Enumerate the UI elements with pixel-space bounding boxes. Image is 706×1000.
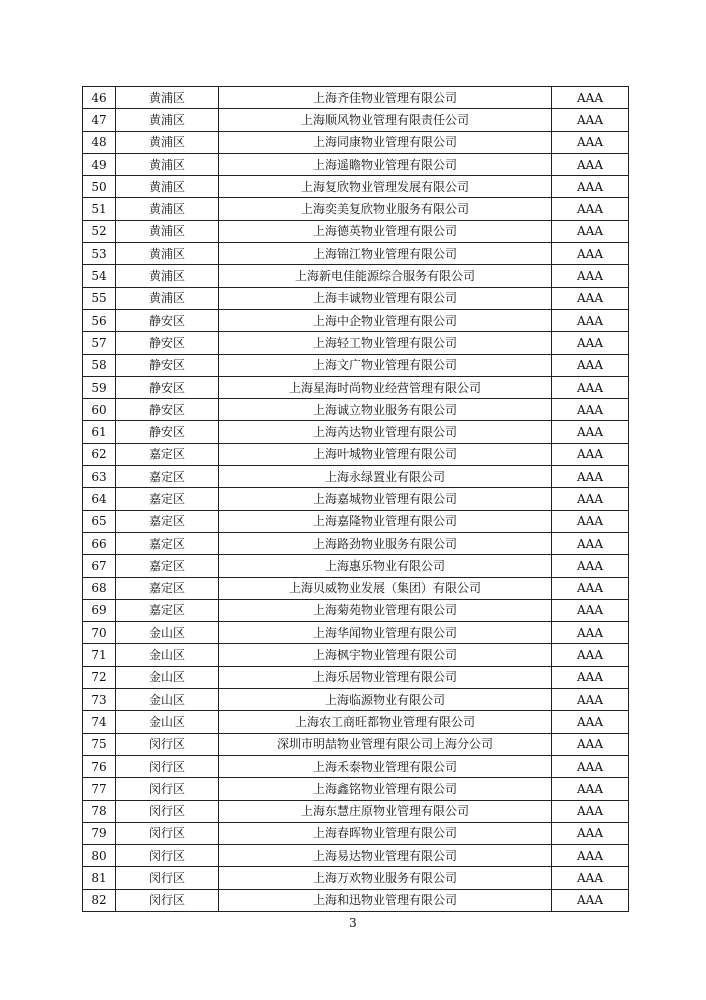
rating-cell: AAA bbox=[552, 711, 629, 733]
rating-cell: AAA bbox=[552, 198, 629, 220]
table-row bbox=[83, 644, 629, 666]
row-number: 77 bbox=[83, 778, 116, 800]
table-row bbox=[83, 443, 629, 465]
district-cell: 嘉定区 bbox=[116, 488, 219, 510]
district-cell: 金山区 bbox=[116, 711, 219, 733]
rating-cell: AAA bbox=[552, 733, 629, 755]
row-number: 62 bbox=[83, 443, 116, 465]
company-name-cell: 深圳市明喆物业管理有限公司上海分公司 bbox=[219, 733, 552, 755]
row-number: 46 bbox=[83, 87, 116, 109]
table-row bbox=[83, 800, 629, 822]
rating-cell: AAA bbox=[552, 644, 629, 666]
company-name-cell: 上海奕美复欣物业服务有限公司 bbox=[219, 198, 552, 220]
company-name-cell: 上海顺风物业管理有限责任公司 bbox=[219, 109, 552, 131]
district-cell: 嘉定区 bbox=[116, 577, 219, 599]
company-name-cell: 上海华闻物业管理有限公司 bbox=[219, 622, 552, 644]
company-name-cell: 上海惠乐物业有限公司 bbox=[219, 555, 552, 577]
table-row bbox=[83, 532, 629, 554]
table-row bbox=[83, 466, 629, 488]
district-cell: 黄浦区 bbox=[116, 109, 219, 131]
company-name-cell: 上海菊苑物业管理有限公司 bbox=[219, 599, 552, 621]
table-row bbox=[83, 153, 629, 175]
row-number: 73 bbox=[83, 689, 116, 711]
row-number: 82 bbox=[83, 889, 116, 911]
company-rating-table bbox=[82, 86, 629, 912]
rating-cell: AAA bbox=[552, 399, 629, 421]
rating-cell: AAA bbox=[552, 800, 629, 822]
district-cell: 闵行区 bbox=[116, 822, 219, 844]
rating-cell: AAA bbox=[552, 555, 629, 577]
company-name-cell: 上海枫宇物业管理有限公司 bbox=[219, 644, 552, 666]
table-row bbox=[83, 822, 629, 844]
rating-cell: AAA bbox=[552, 131, 629, 153]
district-cell: 黄浦区 bbox=[116, 87, 219, 109]
rating-cell: AAA bbox=[552, 510, 629, 532]
rating-cell: AAA bbox=[552, 87, 629, 109]
district-cell: 黄浦区 bbox=[116, 176, 219, 198]
company-name-cell: 上海永绿置业有限公司 bbox=[219, 466, 552, 488]
row-number: 67 bbox=[83, 555, 116, 577]
rating-cell: AAA bbox=[552, 689, 629, 711]
district-cell: 静安区 bbox=[116, 332, 219, 354]
table-row bbox=[83, 666, 629, 688]
rating-cell: AAA bbox=[552, 443, 629, 465]
district-cell: 闵行区 bbox=[116, 755, 219, 777]
row-number: 52 bbox=[83, 220, 116, 242]
row-number: 80 bbox=[83, 845, 116, 867]
rating-cell: AAA bbox=[552, 309, 629, 331]
table-row bbox=[83, 421, 629, 443]
company-name-cell: 上海鑫铭物业管理有限公司 bbox=[219, 778, 552, 800]
district-cell: 闵行区 bbox=[116, 778, 219, 800]
table-row bbox=[83, 889, 629, 911]
row-number: 51 bbox=[83, 198, 116, 220]
rating-cell: AAA bbox=[552, 755, 629, 777]
company-name-cell: 上海诚立物业服务有限公司 bbox=[219, 399, 552, 421]
company-name-cell: 上海遥瞻物业管理有限公司 bbox=[219, 153, 552, 175]
company-name-cell: 上海叶城物业管理有限公司 bbox=[219, 443, 552, 465]
company-name-cell: 上海农工商旺都物业管理有限公司 bbox=[219, 711, 552, 733]
company-name-cell: 上海嘉城物业管理有限公司 bbox=[219, 488, 552, 510]
company-name-cell: 上海芮达物业管理有限公司 bbox=[219, 421, 552, 443]
rating-cell: AAA bbox=[552, 265, 629, 287]
rating-cell: AAA bbox=[552, 845, 629, 867]
district-cell: 静安区 bbox=[116, 399, 219, 421]
company-name-cell: 上海易达物业管理有限公司 bbox=[219, 845, 552, 867]
district-cell: 闵行区 bbox=[116, 845, 219, 867]
table-row bbox=[83, 733, 629, 755]
district-cell: 金山区 bbox=[116, 622, 219, 644]
rating-cell: AAA bbox=[552, 354, 629, 376]
district-cell: 静安区 bbox=[116, 376, 219, 398]
company-name-cell: 上海乐居物业管理有限公司 bbox=[219, 666, 552, 688]
row-number: 65 bbox=[83, 510, 116, 532]
district-cell: 嘉定区 bbox=[116, 599, 219, 621]
district-cell: 嘉定区 bbox=[116, 510, 219, 532]
table-row bbox=[83, 198, 629, 220]
district-cell: 闵行区 bbox=[116, 889, 219, 911]
table-row bbox=[83, 555, 629, 577]
table-row bbox=[83, 309, 629, 331]
district-cell: 嘉定区 bbox=[116, 443, 219, 465]
table-row bbox=[83, 376, 629, 398]
table-row bbox=[83, 332, 629, 354]
company-name-cell: 上海德英物业管理有限公司 bbox=[219, 220, 552, 242]
district-cell: 嘉定区 bbox=[116, 466, 219, 488]
table-row bbox=[83, 354, 629, 376]
table-row bbox=[83, 845, 629, 867]
rating-cell: AAA bbox=[552, 243, 629, 265]
rating-cell: AAA bbox=[552, 867, 629, 889]
row-number: 69 bbox=[83, 599, 116, 621]
row-number: 71 bbox=[83, 644, 116, 666]
company-name-cell: 上海路劲物业服务有限公司 bbox=[219, 532, 552, 554]
company-name-cell: 上海万欢物业服务有限公司 bbox=[219, 867, 552, 889]
table-row bbox=[83, 265, 629, 287]
company-name-cell: 上海轻工物业管理有限公司 bbox=[219, 332, 552, 354]
district-cell: 黄浦区 bbox=[116, 131, 219, 153]
row-number: 72 bbox=[83, 666, 116, 688]
row-number: 54 bbox=[83, 265, 116, 287]
district-cell: 黄浦区 bbox=[116, 153, 219, 175]
rating-cell: AAA bbox=[552, 153, 629, 175]
table-row bbox=[83, 176, 629, 198]
company-name-cell: 上海贝威物业发展（集团）有限公司 bbox=[219, 577, 552, 599]
row-number: 68 bbox=[83, 577, 116, 599]
company-name-cell: 上海同康物业管理有限公司 bbox=[219, 131, 552, 153]
table-row bbox=[83, 689, 629, 711]
rating-cell: AAA bbox=[552, 622, 629, 644]
company-name-cell: 上海齐佳物业管理有限公司 bbox=[219, 87, 552, 109]
table-row bbox=[83, 510, 629, 532]
row-number: 56 bbox=[83, 309, 116, 331]
table-row bbox=[83, 867, 629, 889]
table-row bbox=[83, 287, 629, 309]
table-body bbox=[83, 87, 629, 912]
rating-cell: AAA bbox=[552, 577, 629, 599]
district-cell: 静安区 bbox=[116, 354, 219, 376]
row-number: 70 bbox=[83, 622, 116, 644]
table-row bbox=[83, 243, 629, 265]
rating-cell: AAA bbox=[552, 778, 629, 800]
district-cell: 黄浦区 bbox=[116, 265, 219, 287]
company-name-cell: 上海临源物业有限公司 bbox=[219, 689, 552, 711]
row-number: 48 bbox=[83, 131, 116, 153]
page-number: 3 bbox=[349, 916, 357, 930]
table-row bbox=[83, 599, 629, 621]
rating-cell: AAA bbox=[552, 109, 629, 131]
rating-cell: AAA bbox=[552, 421, 629, 443]
district-cell: 黄浦区 bbox=[116, 243, 219, 265]
rating-cell: AAA bbox=[552, 376, 629, 398]
row-number: 66 bbox=[83, 532, 116, 554]
table-row bbox=[83, 87, 629, 109]
table-row bbox=[83, 220, 629, 242]
table-row bbox=[83, 711, 629, 733]
rating-cell: AAA bbox=[552, 599, 629, 621]
row-number: 57 bbox=[83, 332, 116, 354]
district-cell: 闵行区 bbox=[116, 800, 219, 822]
rating-cell: AAA bbox=[552, 332, 629, 354]
row-number: 79 bbox=[83, 822, 116, 844]
row-number: 60 bbox=[83, 399, 116, 421]
rating-cell: AAA bbox=[552, 220, 629, 242]
rating-cell: AAA bbox=[552, 822, 629, 844]
company-name-cell: 上海星海时尚物业经营管理有限公司 bbox=[219, 376, 552, 398]
rating-cell: AAA bbox=[552, 466, 629, 488]
company-name-cell: 上海嘉隆物业管理有限公司 bbox=[219, 510, 552, 532]
company-name-cell: 上海锦江物业管理有限公司 bbox=[219, 243, 552, 265]
company-name-cell: 上海禾泰物业管理有限公司 bbox=[219, 755, 552, 777]
row-number: 81 bbox=[83, 867, 116, 889]
table-row bbox=[83, 622, 629, 644]
district-cell: 静安区 bbox=[116, 421, 219, 443]
row-number: 53 bbox=[83, 243, 116, 265]
district-cell: 黄浦区 bbox=[116, 220, 219, 242]
row-number: 49 bbox=[83, 153, 116, 175]
company-name-cell: 上海丰诚物业管理有限公司 bbox=[219, 287, 552, 309]
company-name-cell: 上海复欣物业管理发展有限公司 bbox=[219, 176, 552, 198]
district-cell: 金山区 bbox=[116, 644, 219, 666]
row-number: 63 bbox=[83, 466, 116, 488]
company-name-cell: 上海和迅物业管理有限公司 bbox=[219, 889, 552, 911]
district-cell: 闵行区 bbox=[116, 867, 219, 889]
row-number: 74 bbox=[83, 711, 116, 733]
row-number: 64 bbox=[83, 488, 116, 510]
table-row bbox=[83, 131, 629, 153]
rating-cell: AAA bbox=[552, 532, 629, 554]
table-row bbox=[83, 109, 629, 131]
rating-cell: AAA bbox=[552, 488, 629, 510]
row-number: 78 bbox=[83, 800, 116, 822]
row-number: 50 bbox=[83, 176, 116, 198]
table-row bbox=[83, 778, 629, 800]
row-number: 59 bbox=[83, 376, 116, 398]
district-cell: 静安区 bbox=[116, 309, 219, 331]
table-row bbox=[83, 488, 629, 510]
company-name-cell: 上海新电佳能源综合服务有限公司 bbox=[219, 265, 552, 287]
district-cell: 金山区 bbox=[116, 689, 219, 711]
company-name-cell: 上海中企物业管理有限公司 bbox=[219, 309, 552, 331]
company-name-cell: 上海文广物业管理有限公司 bbox=[219, 354, 552, 376]
table-row bbox=[83, 399, 629, 421]
district-cell: 黄浦区 bbox=[116, 287, 219, 309]
row-number: 75 bbox=[83, 733, 116, 755]
rating-cell: AAA bbox=[552, 666, 629, 688]
row-number: 61 bbox=[83, 421, 116, 443]
district-cell: 黄浦区 bbox=[116, 198, 219, 220]
company-name-cell: 上海东慧庄原物业管理有限公司 bbox=[219, 800, 552, 822]
district-cell: 金山区 bbox=[116, 666, 219, 688]
district-cell: 嘉定区 bbox=[116, 555, 219, 577]
company-name-cell: 上海春晖物业管理有限公司 bbox=[219, 822, 552, 844]
district-cell: 闵行区 bbox=[116, 733, 219, 755]
table-row bbox=[83, 577, 629, 599]
row-number: 76 bbox=[83, 755, 116, 777]
row-number: 58 bbox=[83, 354, 116, 376]
rating-cell: AAA bbox=[552, 889, 629, 911]
row-number: 47 bbox=[83, 109, 116, 131]
rating-cell: AAA bbox=[552, 287, 629, 309]
table-row bbox=[83, 755, 629, 777]
rating-cell: AAA bbox=[552, 176, 629, 198]
row-number: 55 bbox=[83, 287, 116, 309]
district-cell: 嘉定区 bbox=[116, 532, 219, 554]
